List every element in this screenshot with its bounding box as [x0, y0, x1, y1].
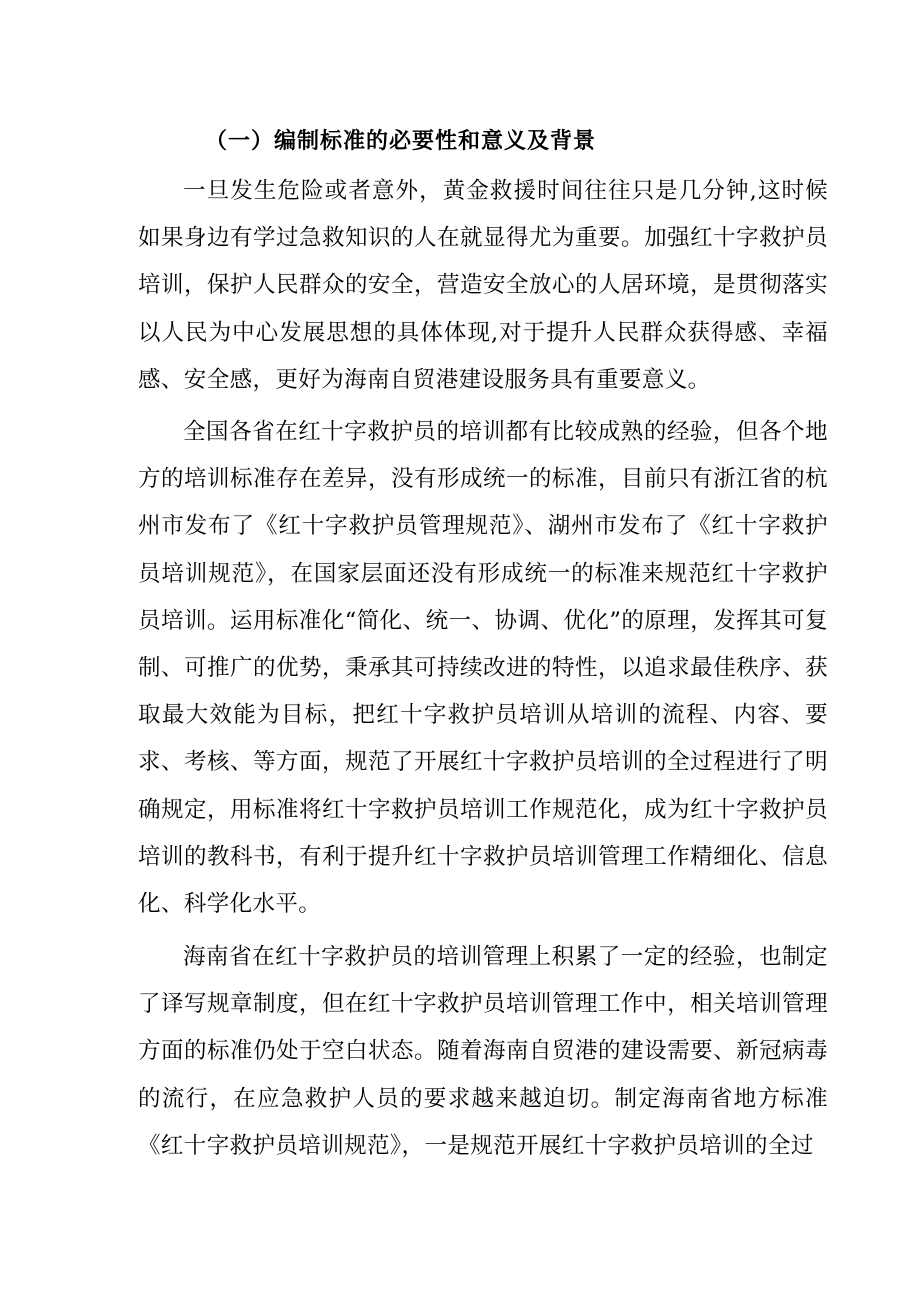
section-heading: （一）编制标准的必要性和意义及背景: [205, 128, 597, 154]
paragraph-national-status: 全国各省在红十字救护员的培训都有比较成熟的经验，但各个地方的培训标准存在差异，没有形成统一的标准，目前只有浙江省的杭州市发布了《红十字救护员管理规范》、湖州市发布了《红十字救护员培训规范》，在国家层面还没有形成统一的标准来规范红十字救护员培训。运用标准化“简化、统一、协调、优化”的原理，发挥其可复制、可推广的优势，秉承其可持续改进的特性，以追求最佳秩序、获取最大效能为目标，把红十字救护员培训从培训的流程、内容、要求、考核、等方面，规范了开展红十字救护员培训的全过程进行了明确规定，用标准将红十字救护员培训工作规范化，成为红十字救护员培训的教科书，有利于提升红十字救护员培训管理工作精细化、信息化、科学化水平。: [138, 419, 828, 918]
paragraph-hainan-background: 海南省在红十字救护员的培训管理上积累了一定的经验，也制定了译写规章制度，但在红十字救护员培训管理工作中，相关培训管理方面的标准仍处于空白状态。随着海南自贸港的建设需要、新冠病毒的流行，在应急救护人员的要求越来越迫切。制定海南省地方标准《红十字救护员培训规范》，一是规范开展红十字救护员培训的全过: [138, 944, 828, 1159]
paragraph-importance: 一旦发生危险或者意外，黄金救援时间往往只是几分钟,这时候如果身边有学过急救知识的人在就显得尤为重要。加强红十字救护员培训，保护人民群众的安全，营造安全放心的人居环境，是贯彻落实以人民为中心发展思想的具体体现,对于提升人民群众获得感、幸福感、安全感，更好为海南自贸港建设服务具有重要意义。: [138, 178, 828, 393]
